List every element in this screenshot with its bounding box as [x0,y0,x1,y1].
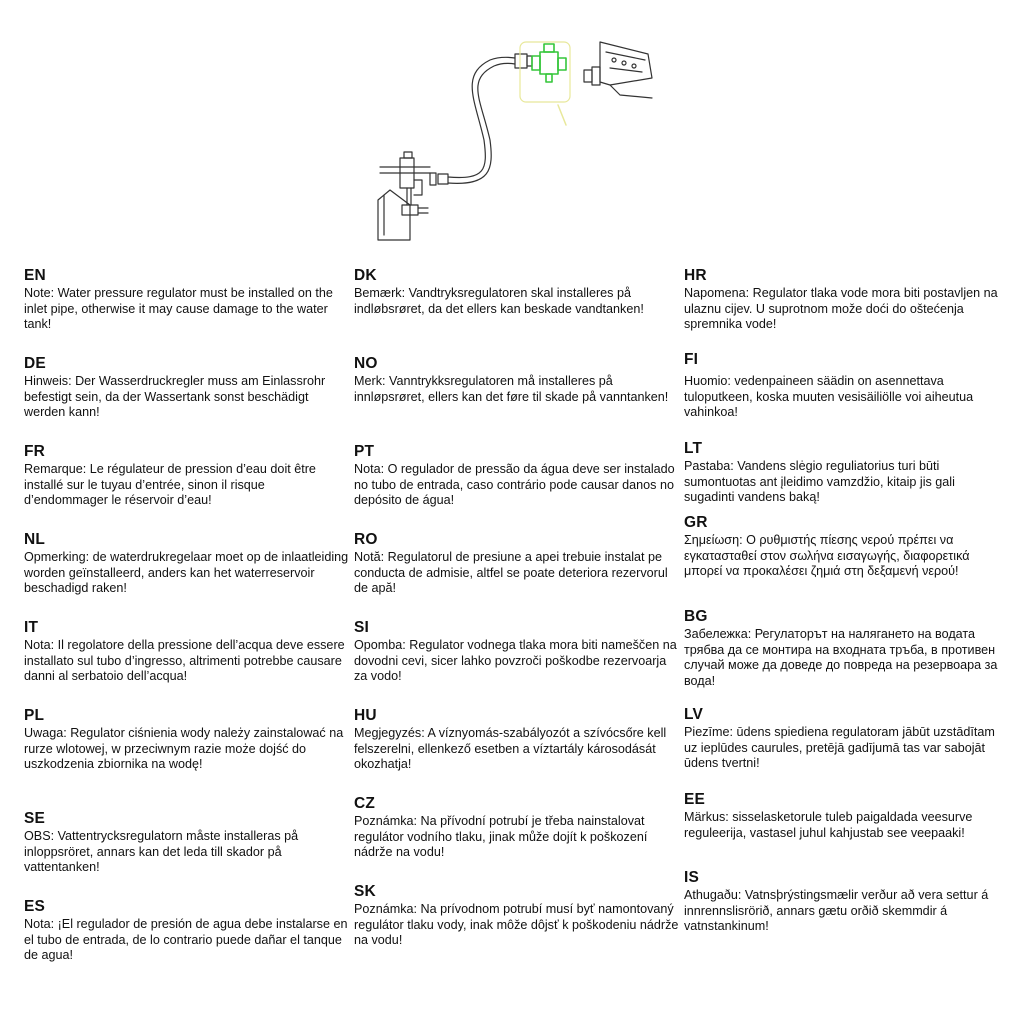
installation-illustration [370,30,660,245]
notes-column-middle [354,266,679,970]
note-hu [354,706,679,794]
language-code: CZ [354,795,376,812]
language-code: HR [684,267,707,284]
note-sk [354,882,679,970]
language-code: LT [684,440,703,457]
note-text: Opomba: Regulator vodnega tlaka mora biti nameščen na dovodni cevi, sicer lahko povzroči poškodbe rezervoarja za vodo! [354,638,677,683]
language-code: EE [684,791,706,808]
language-code: PL [24,707,45,724]
notes-column-right [684,266,1002,948]
language-code: HU [354,707,377,724]
note-text: Opmerking: de waterdrukregelaar moet op de inlaatleiding worden geïnstalleerd, anders kan het waterreservoir beschadigd raken! [24,550,349,595]
language-code: GR [684,514,708,531]
note-text: Poznámka: Na prívodnom potrubí musí byť namontovaný regulátor tlaku vody, inak môže dôjsť k poškodeniu nádrže na vodu! [354,902,679,947]
language-code: RO [354,531,378,548]
note-pl [24,706,349,809]
note-text: Nota: Il regolatore della pressione dell’acqua deve essere installato sul tubo d’ingresso, altrimenti potrebbe causare danni al serbatoio dell’acqua! [24,638,345,683]
language-code: FI [684,351,699,368]
note-text: Nota: ¡El regulador de presión de agua debe instalarse en el tubo de entrada, de lo contrario puede dañar el tanque de agua! [24,917,348,962]
note-text: Notă: Regulatorul de presiune a apei trebuie instalat pe conducta de admisie, altfel se poate deteriora rezervorul de apă! [354,550,668,595]
note-ro [354,530,679,618]
note-text: Bemærk: Vandtryksregulatoren skal installeres på indløbsrøret, da det ellers kan beskade vandtanken! [354,286,644,316]
note-hr [684,266,1002,350]
note-text: Napomena: Regulator tlaka vode mora biti postavljen na ulaznu cijev. U suprotnom može doći do oštećenja spremnika vode! [684,286,998,331]
note-de [24,354,349,442]
language-code: IS [684,869,700,886]
note-is [684,868,1002,948]
note-fi [684,350,1002,439]
note-es [24,897,349,985]
note-text: Hinweis: Der Wasserdruckregler muss am Einlassrohr befestigt sein, da der Wassertank sonst beschädigt werden kann! [24,374,326,419]
language-code: PT [354,443,375,460]
language-code: NO [354,355,378,372]
language-code: LV [684,706,704,723]
note-dk [354,266,679,354]
note-fr [24,442,349,530]
language-code: SK [354,883,376,900]
language-code: DK [354,267,377,284]
note-text: Σημείωση: Ο ρυθμιστής πίεσης νερού πρέπει να εγκατασταθεί στον σωλήνα εισαγωγής, διαφορετικά μπορεί να προκαλέσει ζημιά στη δεξαμενή νερού! [684,533,970,578]
language-code: IT [24,619,39,636]
language-code: SI [354,619,370,636]
note-text: Megjegyzés: A víznyomás-szabályozót a szívócsőre kell felszerelni, ellenkező esetben a víztartály károsodását okozhatja! [354,726,667,771]
note-lt [684,439,1002,513]
note-nl [24,530,349,618]
note-text: Merk: Vanntrykksregulatoren må installeres på innløpsrøret, ellers kan det føre til skade på vanntanken! [354,374,669,404]
note-text: OBS: Vattentrycksregulatorn måste installeras på inloppsröret, annars kan det leda till skador på vattentanken! [24,829,299,874]
note-it [24,618,349,706]
note-no [354,354,679,442]
note-bg [684,607,1002,705]
water-tank-inlet-icon [584,42,652,98]
language-code: SE [24,810,46,827]
inlet-valve-icon [378,152,448,240]
note-text: Забележка: Регулаторът на налягането на водата трябва да се монтира на входната тръба, в противен случай може да доведе до повреда на резервоара за вода! [684,627,998,688]
note-ee [684,790,1002,868]
note-text: Uwaga: Regulator ciśnienia wody należy zainstalować na rurze wlotowej, w przeciwnym razie może dojść do uszkodzenia zbiornika na wodę! [24,726,344,771]
note-lv [684,705,1002,790]
notes-column-left [24,266,349,985]
language-code: DE [24,355,46,372]
note-en [24,266,349,354]
note-text: Pastaba: Vandens slėgio reguliatorius turi būti sumontuotas ant įleidimo vamzdžio, kitaip jis gali sugadinti vandens baką! [684,459,955,504]
note-text: Note: Water pressure regulator must be installed on the inlet pipe, otherwise it may cause damage to the water tank! [24,286,333,331]
language-code: ES [24,898,46,915]
note-text: Nota: O regulador de pressão da água deve ser instalado no tubo de entrada, caso contrário pode causar danos no depósito de água! [354,462,675,507]
note-text: Märkus: sisselasketorule tuleb paigaldada veesurve reguleerija, vastasel juhul kahjustab see veepaaki! [684,810,973,840]
note-se [24,809,349,897]
note-si [354,618,679,706]
note-pt [354,442,679,530]
note-text: Remarque: Le régulateur de pression d’eau doit être installé sur le tuyau d’entrée, sinon il risque d’endommager le réservoir d’eau! [24,462,316,507]
language-code: BG [684,608,708,625]
note-cz [354,794,679,882]
note-text: Huomio: vedenpaineen säädin on asennettava tuloputkeen, koska muuten vesisäiliölle voi aiheutua vahinkoa! [684,374,974,419]
note-text: Piezīme: ūdens spiediena regulatoram jābūt uzstādītam uz ieplūdes caurules, pretējā gadījumā tas var sabojāt ūdens tvertni! [684,725,995,770]
language-code: FR [24,443,46,460]
language-code: NL [24,531,46,548]
note-text: Athugaðu: Vatnsþrýstingsmælir verður að vera settur á innrennslisrörið, annars gætu orðið skemmdir á vatnstankinum! [684,888,989,933]
note-gr [684,513,1002,607]
language-code: EN [24,267,46,284]
note-text: Poznámka: Na přívodní potrubí je třeba nainstalovat regulátor vodního tlaku, jinak může dojít k poškození nádrže na vodu! [354,814,648,859]
